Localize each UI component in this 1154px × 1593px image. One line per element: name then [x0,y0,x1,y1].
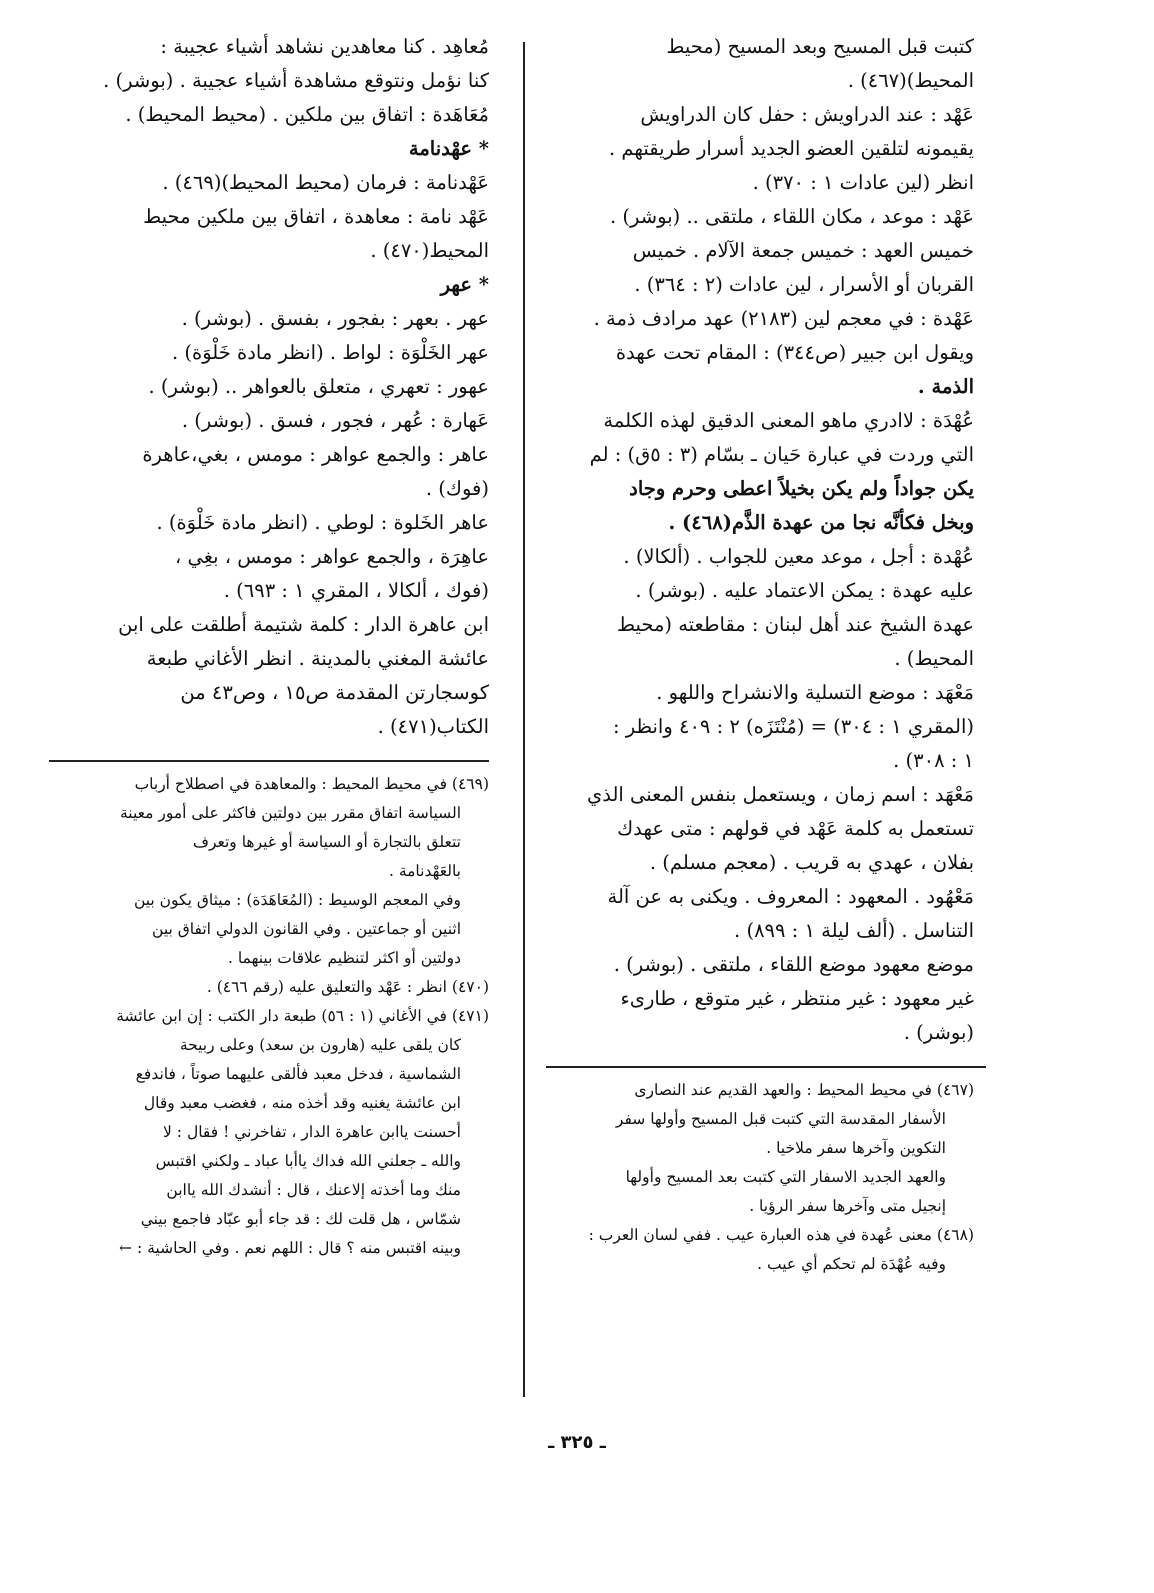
text-line: وبخل فكأنَّه نجا من عهدة الذَّم(٤٦٨) . [668,511,974,534]
text-line: موضع معهود موضع اللقاء ، ملتقى . (بوشر) . [613,953,974,976]
text-line: المحيط) . [894,647,974,670]
text-line: ويقول ابن جبير (ص٣٤٤) : المقام تحت عهدة [615,341,974,364]
footnote-line: تتعلق بالتجارة أو السياسة أو غيرها وتعرف [192,833,461,851]
text-line: خميس العهد : خميس جمعة الآلام . خميس [632,239,974,262]
column-divider [523,42,525,1397]
text-line: ١ : ٣٠٨) . [893,749,974,772]
left-column-text [44,30,489,744]
text-line: غير معهود : غير منتظر ، غير متوقع ، طارىء [620,987,974,1010]
text-line: انظر (لين عادات ١ : ٣٧٠) . [752,171,974,194]
text-line: عاهر : والجمع عواهر : مومس ، بغي،عاهرة [142,443,489,466]
footnote-line: بالعَهْدنامة . [388,862,461,880]
left-footnote-rule [49,760,489,762]
footnote-line: كان يلقى عليه (هارون بن سعد) وعلى ربيحة [179,1036,461,1054]
text-line: الكتاب(٤٧١) . [377,715,489,738]
text-line: المحيط)(٤٦٧) . [847,69,974,92]
page-number: ـ ٣٢٥ ـ [548,1432,606,1453]
footnote-line: (٤٧٠) انظر : عَهْد والتعليق عليه (رقم ٤٦٦) . [206,978,489,996]
text-line: مَعْهَد : اسم زمان ، ويستعمل بنفس المعنى الذي [586,783,974,806]
text-line: مَعْهَد : موضع التسلية والانشراح واللهو . [656,681,974,704]
text-line: (فوك) . [425,477,489,500]
text-line: القربان أو الأسرار ، لين عادات (٢ : ٣٦٤) . [634,273,974,296]
text-line: عاهر الخَلوة : لوطي . (انظر مادة خَلْوَة) . [156,511,489,534]
footnote-line: ابن عائشة يغنيه وقد أخذه منه ، فغضب معبد وقال [143,1094,461,1112]
text-line: (بوشر) . [903,1021,974,1044]
footnote-line: دولتين أو اكثر لتنظيم علاقات بينهما . [228,949,461,967]
text-line: المحيط(٤٧٠) . [370,239,489,262]
footnote-line: وفيه عُهْدَة لم تحكم أي عيب . [757,1255,946,1273]
text-line: التناسل . (ألف ليلة ١ : ٨٩٩) . [734,919,974,942]
text-line: كنا نؤمل ونتوقع مشاهدة أشياء عجيبة . (بوشر) . [103,69,489,92]
footnote-line: إنجيل متى وآخرها سفر الرؤيا . [749,1197,946,1215]
text-line: عَهارة : عُهر ، فجور ، فسق . (بوشر) . [181,409,489,432]
footnote-line: التكوين وآخرها سفر ملاخيا . [766,1139,946,1157]
right-footnote-rule [546,1066,986,1068]
footnote-line: (٤٦٩) في محيط المحيط : والمعاهدة في اصطلاح أرباب [134,775,489,793]
footnote-line: وفي المعجم الوسيط : (المُعَاهَدَة) : ميثاق يكون بين [133,891,461,909]
footnote-line: الشماسية ، فدخل معبد فألقى عليهما صوتاً ، فاندفع [135,1065,461,1083]
text-line: عهور : تعهري ، متعلق بالعواهر .. (بوشر) . [148,375,489,398]
footnote-line: اثنين أو جماعتين . وفي القانون الدولي اتفاق بين [152,920,461,938]
text-line: يقيمونه لتلقين العضو الجديد أسرار طريقتهم . [608,137,974,160]
text-line: عاهِرَة ، والجمع عواهر : مومس ، بغِي ، [175,545,489,568]
text-line: عهر الخَلْوَة : لواط . (انظر مادة خَلْوَة) . [172,341,489,364]
text-line: عَهْد : عند الدراويش : حفل كان الدراويش [640,103,974,126]
text-line: عَهْد : موعد ، مكان اللقاء ، ملتقى .. (بوشر) . [610,205,974,228]
text-line: (فوك ، ألكالا ، المقري ١ : ٦٩٣) . [223,579,489,602]
footnote-line: منك وما أخذته إلاعنك ، قال : أنشدك الله ياابن [166,1181,461,1199]
text-line: عَهْدة : في معجم لين (٢١٨٣) عهد مرادف ذمة . [593,307,974,330]
text-line: يكن جواداً ولم يكن بخيلاً اعطى وحرم وجاد [629,477,974,500]
text-line: كوسجارتن المقدمة ص١٥ ، وص٤٣ من [180,681,489,704]
left-footnotes [44,770,489,1263]
text-line: عَهْدنامة : فرمان (محيط المحيط)(٤٦٩) . [162,171,489,194]
text-line: عَهْد نامة : معاهدة ، اتفاق بين ملكين محيط [143,205,489,228]
footnote-line: شمّاس ، هل قلت لك : قد جاء أبو عبّاد فاجمع بيني [140,1210,461,1228]
footnote-line: والله ـ جعلني الله فداك ياأبا عباد ـ ولكني اقتبس [155,1152,461,1170]
left-column [44,30,489,1263]
text-line: عليه عهدة : يمكن الاعتماد عليه . (بوشر) . [635,579,974,602]
footnote-line: السياسة اتفاق مقرر بين دولتين فاكثر على أمور معينة [120,804,461,822]
footnote-line: الأسفار المقدسة التي كتبت قبل المسيح وأولها سفر [615,1110,946,1128]
text-line: عُهْدَة : لاادري ماهو المعنى الدقيق لهذه الكلمة [603,409,974,432]
right-column-text [542,30,974,1050]
text-line: عهر . بعهر : بفجور ، بفسق . (بوشر) . [181,307,489,330]
text-line: بفلان ، عهدي به قريب . (معجم مسلم) . [649,851,974,874]
text-line: (المقري ١ : ٣٠٤) = (مُنْتَزَه) ٢ : ٤٠٩ وانظر : [612,715,974,738]
right-column [542,30,974,1279]
text-line: الذمة . [917,375,974,398]
footnote-line: (٤٧١) في الأغاني (١ : ٥٦) طبعة دار الكتب : إن ابن عائشة [116,1007,489,1025]
text-line: مَعْهُود . المعهود : المعروف . ويكنى به عن آلة [607,885,974,908]
text-line: مُعاهِد . كنا معاهدين نشاهد أشياء عجيبة : [160,35,489,58]
text-line: كتبت قبل المسيح وبعد المسيح (محيط [666,35,974,58]
footnote-line: أحسنت ياابن عاهرة الدار ، تفاخرني ! فقال : لا [163,1123,461,1141]
footnote-line: (٤٦٧) في محيط المحيط : والعهد القديم عند النصارى [634,1081,974,1099]
text-line: عُهْدة : أجل ، موعد معين للجواب . (ألكالا) . [623,545,974,568]
right-footnotes [542,1076,974,1279]
text-line: تستعمل به كلمة عَهْد في قولهم : متى عهدك [617,817,974,840]
text-line: مُعَاهَدة : اتفاق بين ملكين . (محيط المحيط) . [125,103,489,126]
text-line: التي وردت في عبارة حَيان ـ بسّام (٣ : ٥ق) : لم [589,443,974,466]
footnote-line: وبينه اقتبس منه ؟ قال : اللهم نعم . وفي الحاشية : ← [119,1239,461,1257]
text-line: عائشة المغني بالمدينة . انظر الأغاني طبعة [146,647,489,670]
text-line: ابن عاهرة الدار : كلمة شتيمة أطلقت على ابن [118,613,489,636]
text-line: * عهْدنامة [408,137,489,160]
footnote-line: (٤٦٨) معنى عُهدة في هذه العبارة عيب . ففي لسان العرب : [588,1226,974,1244]
text-line: عهدة الشيخ عند أهل لبنان : مقاطعته (محيط [616,613,974,636]
footnote-line: والعهد الجديد الاسفار التي كتبت بعد المسيح وأولها [625,1168,946,1186]
text-line: * عهر [440,273,489,296]
